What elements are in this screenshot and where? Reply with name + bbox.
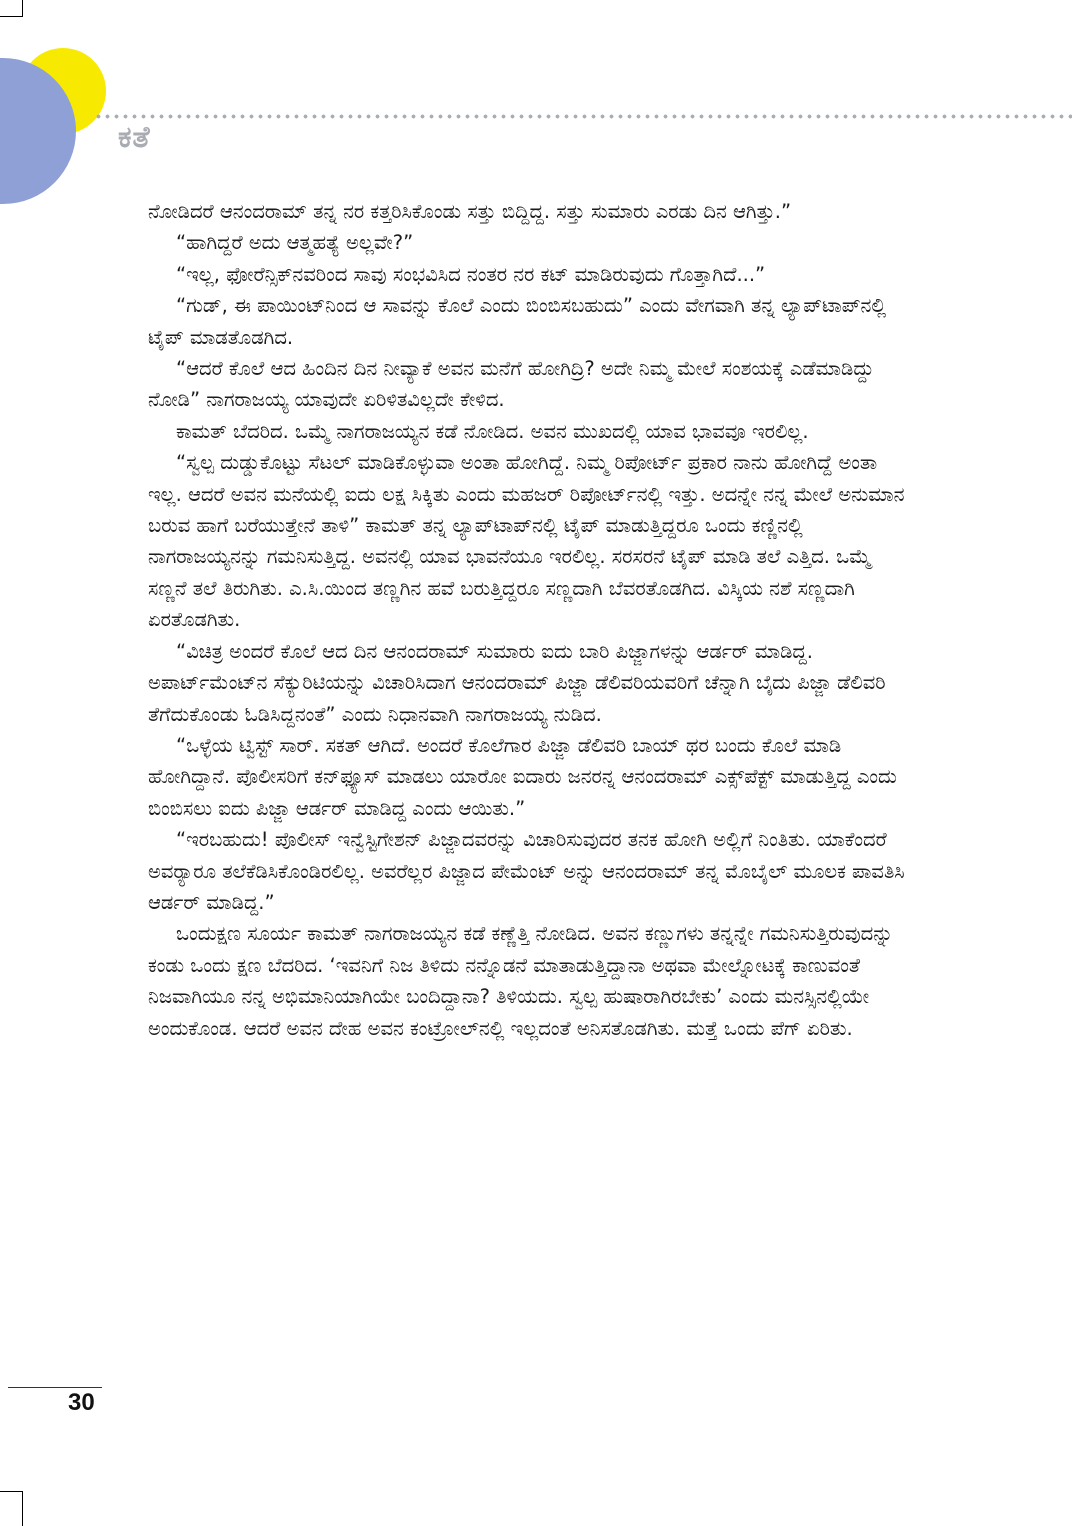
story-paragraph: ಕಾಮತ್ ಬೆದರಿದ. ಒಮ್ಮೆ ನಾಗರಾಜಯ್ಯನ ಕಡೆ ನೋಡಿದ. ಅವನ ಮುಖದಲ್ಲಿ ಯಾವ ಭಾವವೂ ಇರಲಿಲ್ಲ. xyxy=(176,419,809,443)
story-body xyxy=(148,196,908,1044)
crop-mark-bottom-left xyxy=(0,1491,23,1526)
crop-mark-top-left xyxy=(0,0,23,17)
story-paragraph: ಒಂದುಕ್ಷಣ ಸೂರ್ಯ ಕಾಮತ್ ನಾಗರಾಜಯ್ಯನ ಕಡೆ ಕಣ್ಣೆತ್ತಿ ನೋಡಿದ. ಅವನ ಕಣ್ಣುಗಳು ತನ್ನನ್ನೇ ಗಮನಿಸುತ್ತಿರುವುದನ್ನು ಕಂಡು ಒಂದು ಕ್ಷಣ ಬೆದರಿದ. ‘ಇವನಿಗೆ ನಿಜ ತಿಳಿದು ನನ್ನೊಡನೆ ಮಾತಾಡುತ್ತಿದ್ದಾನಾ ಅಥವಾ ಮೇಲ್ನೋಟಕ್ಕೆ ಕಾಣುವಂತೆ ನಿಜವಾಗಿಯೂ ನನ್ನ ಅಭಿಮಾನಿಯಾಗಿಯೇ ಬಂದಿದ್ದಾನಾ? ತಿಳಿಯದು. ಸ್ವಲ್ಪ ಹುಷಾರಾಗಿರಬೇಕು’ ಎಂದು ಮನಸ್ಸಿನಲ್ಲಿಯೇ ಅಂದುಕೊಂಡ. ಆದರೆ ಅವನ ದೇಹ ಅವನ ಕಂಟ್ರೋಲ್‌ನಲ್ಲಿ ಇಲ್ಲದಂತೆ ಅನಿಸತೊಡಗಿತು. ಮತ್ತೆ ಒಂದು ಪೆಗ್ ಏರಿತು. xyxy=(148,922,893,1040)
page-number: 30 xyxy=(68,1389,95,1416)
story-paragraph: “ಸ್ವಲ್ಪ ದುಡ್ಡುಕೊಟ್ಟು ಸೆಟಲ್ ಮಾಡಿಕೊಳ್ಳುವಾ ಅಂತಾ ಹೋಗಿದ್ದೆ. ನಿಮ್ಮ ರಿಪೋರ್ಟ್ ಪ್ರಕಾರ ನಾನು ಹೋಗಿದ್ದೆ ಅಂತಾ ಇಲ್ಲ. ಆದರೆ ಅವನ ಮನೆಯಲ್ಲಿ ಐದು ಲಕ್ಷ ಸಿಕ್ಕಿತು ಎಂದು ಮಹಜರ್ ರಿಪೋರ್ಟ್‌ನಲ್ಲಿ ಇತ್ತು. ಅದನ್ನೇ ನನ್ನ ಮೇಲೆ ಅನುಮಾನ ಬರುವ ಹಾಗೆ ಬರೆಯುತ್ತೇನೆ ತಾಳಿ” ಕಾಮತ್ ತನ್ನ ಲ್ಯಾಪ್‌ಟಾಪ್‌ನಲ್ಲಿ ಟೈಪ್ ಮಾಡುತ್ತಿದ್ದರೂ ಒಂದು ಕಣ್ಣಿನಲ್ಲಿ ನಾಗರಾಜಯ್ಯನನ್ನು ಗಮನಿಸುತ್ತಿದ್ದ. ಅವನಲ್ಲಿ ಯಾವ ಭಾವನೆಯೂ ಇರಲಿಲ್ಲ. ಸರಸರನೆ ಟೈಪ್ ಮಾಡಿ ತಲೆ ಎತ್ತಿದ. ಒಮ್ಮೆ ಸಣ್ಣನೆ ತಲೆ ತಿರುಗಿತು. ಎ.ಸಿ.ಯಿಂದ ತಣ್ಣಗಿನ ಹವೆ ಬರುತ್ತಿದ್ದರೂ ಸಣ್ಣದಾಗಿ ಬೆವರತೊಡಗಿದ. ವಿಸ್ಕಿಯ ನಶೆ ಸಣ್ಣದಾಗಿ ಏರತೊಡಗಿತು. xyxy=(148,451,905,632)
story-paragraph: “ಒಳ್ಳೆಯ ಟ್ವಿಸ್ಟ್ ಸಾರ್. ಸಕತ್ ಆಗಿದೆ. ಅಂದರೆ ಕೊಲೆಗಾರ ಪಿಜ್ಜಾ ಡೆಲಿವರಿ ಬಾಯ್ ಥರ ಬಂದು ಕೊಲೆ ಮಾಡಿ ಹೋಗಿದ್ದಾನೆ. ಪೊಲೀಸರಿಗೆ ಕನ್‌ಫ್ಯೂಸ್ ಮಾಡಲು ಯಾರೋ ಐದಾರು ಜನರನ್ನ ಆನಂದರಾಮ್ ಎಕ್ಸ್‌ಪೆಕ್ಟ್ ಮಾಡುತ್ತಿದ್ದ ಎಂದು ಬಿಂಬಿಸಲು ಐದು ಪಿಜ್ಜಾ ಆರ್ಡರ್ ಮಾಡಿದ್ದ ಎಂದು ಆಯಿತು.” xyxy=(148,733,897,820)
story-paragraph: “ಗುಡ್, ಈ ಪಾಯಿಂಟ್‌ನಿಂದ ಆ ಸಾವನ್ನು ಕೊಲೆ ಎಂದು ಬಿಂಬಿಸಬಹುದು” ಎಂದು ವೇಗವಾಗಿ ತನ್ನ ಲ್ಯಾಪ್‌ಟಾಪ್‌ನಲ್ಲಿ ಟೈಪ್ ಮಾಡತೊಡಗಿದ. xyxy=(148,294,887,349)
section-label: ಕತೆ xyxy=(118,120,151,155)
story-paragraph: “ಹಾಗಿದ್ದರೆ ಅದು ಆತ್ಮಹತ್ಯೆ ಅಲ್ಲವೇ?” xyxy=(176,231,414,255)
story-paragraph: “ವಿಚಿತ್ರ ಅಂದರೆ ಕೊಲೆ ಆದ ದಿನ ಆನಂದರಾಮ್ ಸುಮಾರು ಐದು ಬಾರಿ ಪಿಜ್ಜಾಗಳನ್ನು ಆರ್ಡರ್ ಮಾಡಿದ್ದ. ಅಪಾರ್ಟ್‌ಮೆಂಟ್‌ನ ಸೆಕ್ಯುರಿಟಿಯನ್ನು ವಿಚಾರಿಸಿದಾಗ ಆನಂದರಾಮ್ ಪಿಜ್ಜಾ ಡೆಲಿವರಿಯವರಿಗೆ ಚೆನ್ನಾಗಿ ಬೈದು ಪಿಜ್ಜಾ ಡೆಲಿವರಿ ತೆಗೆದುಕೊಂಡು ಓಡಿಸಿದ್ದನಂತೆ” ಎಂದು ನಿಧಾನವಾಗಿ ನಾಗರಾಜಯ್ಯ ನುಡಿದ. xyxy=(148,639,886,726)
story-paragraph: ನೋಡಿದರೆ ಆನಂದರಾಮ್ ತನ್ನ ನರ ಕತ್ತರಿಸಿಕೊಂಡು ಸತ್ತು ಬಿದ್ದಿದ್ದ. ಸತ್ತು ಸುಮಾರು ಎರಡು ದಿನ ಆಗಿತ್ತು.” xyxy=(148,200,792,223)
dotted-header-rule xyxy=(94,114,1072,119)
story-paragraph: “ಇರಬಹುದು! ಪೊಲೀಸ್ ಇನ್ವೆಸ್ಟಿಗೇಶನ್ ಪಿಜ್ಜಾದವರನ್ನು ವಿಚಾರಿಸುವುದರ ತನಕ ಹೋಗಿ ಅಲ್ಲಿಗೆ ನಿಂತಿತು. ಯಾಕೆಂದರೆ ಅವರ್‍ಯಾರೂ ತಲೆಕೆಡಿಸಿಕೊಂಡಿರಲಿಲ್ಲ. ಅವರೆಲ್ಲರ ಪಿಜ್ಜಾದ ಪೇಮೆಂಟ್ ಅನ್ನು ಆನಂದರಾಮ್ ತನ್ನ ಮೊಬೈಲ್ ಮೂಲಕ ಪಾವತಿಸಿ ಆರ್ಡರ್ ಮಾಡಿದ್ದ.” xyxy=(148,828,905,914)
story-paragraph: “ಇಲ್ಲ, ಫೋರೆನ್ಸಿಕ್‌ನವರಿಂದ ಸಾವು ಸಂಭವಿಸಿದ ನಂತರ ನರ ಕಟ್ ಮಾಡಿರುವುದು ಗೊತ್ತಾಗಿದೆ...” xyxy=(176,262,766,286)
page-number-rule xyxy=(8,1387,102,1388)
story-paragraph: “ಆದರೆ ಕೊಲೆ ಆದ ಹಿಂದಿನ ದಿನ ನೀವ್ಯಾಕೆ ಅವನ ಮನೆಗೆ ಹೋಗಿದ್ರಿ? ಅದೇ ನಿಮ್ಮ ಮೇಲೆ ಸಂಶಯಕ್ಕೆ ಎಡೆಮಾಡಿದ್ದು ನೋಡಿ” ನಾಗರಾಜಯ್ಯ ಯಾವುದೇ ಏರಿಳಿತವಿಲ್ಲದೇ ಕೇಳಿದ. xyxy=(148,357,874,412)
